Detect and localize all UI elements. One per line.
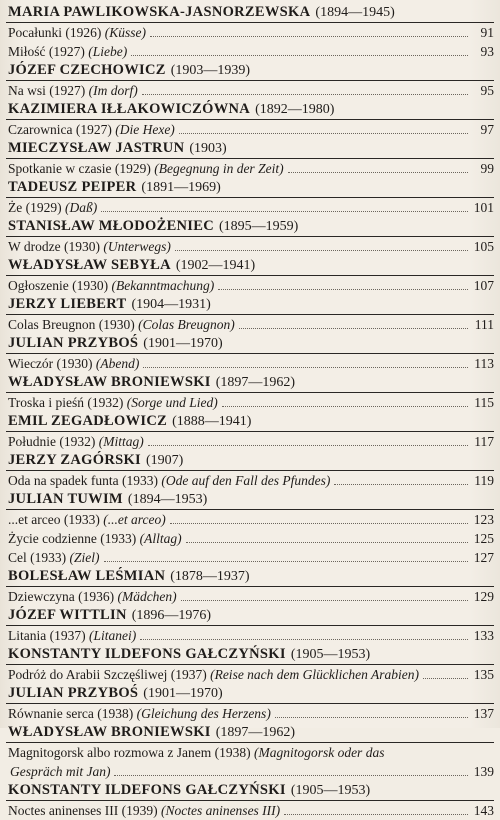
- page-number: 99: [480, 161, 494, 176]
- poem-title-german: (Mädchen): [117, 589, 177, 604]
- author-dates: (1888—1941): [172, 414, 252, 429]
- poem-title-german-continued: Gespräch mit Jan): [10, 764, 111, 779]
- dot-leader: [131, 55, 468, 56]
- poem-title-polish: Równanie serca (1938): [8, 706, 134, 721]
- page-number: 97: [480, 122, 494, 137]
- page-number: 137: [473, 706, 494, 721]
- toc-entry-line1: [8, 743, 494, 762]
- dot-leader: [275, 717, 468, 718]
- poem-title-german: (Reise nach dem Glücklichen Arabien): [210, 667, 420, 682]
- poem-title-german: (Daß): [64, 200, 98, 215]
- author-name: STANISŁAW MŁODOŻENIEC: [8, 218, 214, 234]
- dot-leader: [179, 133, 468, 134]
- poem-title-german: (Alltag): [139, 531, 182, 546]
- author-heading: [6, 412, 494, 432]
- poem-title: [8, 587, 177, 606]
- poem-title-polish: W drodze (1930): [8, 239, 100, 254]
- poem-title-german: (Bekanntmachung): [111, 278, 215, 293]
- toc-entry: [6, 432, 494, 451]
- author-name: KONSTANTY ILDEFONS GAŁCZYŃSKI: [8, 646, 286, 662]
- poem-title-polish: Podróż do Arabii Szczęśliwej (1937): [8, 667, 207, 682]
- toc-entry: [6, 801, 494, 820]
- poem-title: [8, 393, 218, 412]
- page-number: 127: [473, 550, 494, 565]
- poem-title-german: (Abend): [95, 356, 140, 371]
- poem-title-polish: Cel (1933): [8, 550, 67, 565]
- poem-title-german: (Noctes aninenses III): [160, 803, 281, 818]
- author-dates: (1901—1970): [143, 686, 223, 701]
- poem-title-german: (Liebe): [88, 44, 128, 59]
- poem-title-german: (...et arceo): [103, 512, 166, 527]
- dot-leader: [181, 600, 468, 601]
- dot-leader: [175, 250, 468, 251]
- toc-entry: [6, 743, 494, 781]
- poem-title: [8, 354, 139, 373]
- page-number: 135: [473, 667, 494, 682]
- author-name: WŁADYSŁAW BRONIEWSKI: [8, 724, 211, 740]
- author-dates: (1892—1980): [255, 102, 335, 117]
- page-number: 123: [473, 512, 494, 527]
- poem-title: [8, 159, 284, 178]
- author-dates: (1897—1962): [215, 725, 296, 740]
- toc-entry: [6, 354, 494, 373]
- author-name: JULIAN TUWIM: [8, 491, 123, 507]
- author-dates: (1901—1970): [143, 336, 223, 351]
- dot-leader: [104, 561, 469, 562]
- author-heading: [6, 3, 494, 23]
- dot-leader: [334, 484, 468, 485]
- poem-title-german: (Magnitogorsk oder das: [253, 745, 385, 760]
- poem-title: [8, 315, 235, 334]
- table-of-contents: [6, 3, 494, 820]
- toc-entry: [6, 81, 494, 100]
- poem-title-german: (Sorge und Lied): [126, 395, 218, 410]
- author-name: JULIAN PRZYBOŚ: [8, 335, 139, 351]
- toc-entry: [6, 23, 494, 42]
- toc-entry: [6, 315, 494, 334]
- page-number: 95: [480, 83, 494, 98]
- page-number: 115: [474, 395, 494, 410]
- poem-title-polish: Spotkanie w czasie (1929): [8, 161, 151, 176]
- author-heading: [6, 781, 494, 801]
- poem-title: [8, 529, 182, 548]
- poem-title: [8, 510, 166, 529]
- dot-leader: [150, 36, 468, 37]
- poem-title-polish: Dziewczyna (1936): [8, 589, 115, 604]
- poem-title-polish: Ogłoszenie (1930): [8, 278, 109, 293]
- author-name: JERZY ZAGÓRSKI: [8, 452, 141, 468]
- poem-title-german: (Ziel): [69, 550, 100, 565]
- toc-entry: [6, 548, 494, 567]
- poem-title-german: (Mittag): [98, 434, 144, 449]
- page-number: 125: [473, 531, 494, 546]
- poem-title-polish: Miłość (1927): [8, 44, 85, 59]
- poem-title: [8, 23, 146, 42]
- author-heading: [6, 451, 494, 471]
- page-number: 133: [473, 628, 494, 643]
- author-heading: [6, 567, 494, 587]
- toc-entry: [6, 510, 494, 529]
- dot-leader: [423, 678, 468, 679]
- page-number: 139: [473, 764, 494, 779]
- poem-title-german: (Colas Breugnon): [138, 317, 235, 332]
- dot-leader: [148, 445, 468, 446]
- author-dates: (1905—1953): [290, 647, 371, 662]
- author-name: KAZIMIERA IŁŁAKOWICZÓWNA: [8, 101, 251, 117]
- poem-title-german: (Begegnung in der Zeit): [154, 161, 284, 176]
- poem-title-polish: Południe (1932): [8, 434, 96, 449]
- poem-title-polish: Życie codzienne (1933): [8, 531, 137, 546]
- dot-leader: [142, 94, 468, 95]
- author-dates: (1895—1959): [219, 219, 299, 234]
- dot-leader: [170, 523, 468, 524]
- author-name: JÓZEF WITTLIN: [8, 607, 127, 623]
- poem-title: [8, 120, 175, 139]
- page-number: 107: [473, 278, 494, 293]
- author-dates: (1891—1969): [141, 180, 221, 195]
- dot-leader: [143, 367, 468, 368]
- poem-title: [8, 198, 97, 217]
- author-name: JERZY LIEBERT: [8, 296, 127, 312]
- poem-title-polish: Magnitogorsk albo rozmowa z Janem (1938): [8, 745, 251, 760]
- toc-entry: [6, 626, 494, 645]
- poem-title: [8, 704, 271, 723]
- author-heading: [6, 139, 494, 159]
- page-number: 111: [474, 317, 494, 332]
- page-number: 113: [474, 356, 494, 371]
- toc-entry: [6, 237, 494, 256]
- poem-title-polish: Że (1929): [8, 200, 62, 215]
- author-heading: [6, 256, 494, 276]
- author-dates: (1896—1976): [131, 608, 212, 623]
- page-number: 101: [473, 200, 494, 215]
- author-heading: [6, 178, 494, 198]
- author-dates: (1902—1941): [175, 258, 256, 273]
- author-heading: [6, 490, 494, 510]
- author-heading: [6, 723, 494, 743]
- author-heading: [6, 606, 494, 626]
- toc-entry: [6, 704, 494, 723]
- author-name: MARIA PAWLIKOWSKA-JASNORZEWSKA: [8, 4, 311, 20]
- poem-title: [8, 548, 100, 567]
- author-heading: [6, 295, 494, 315]
- poem-title: [8, 801, 280, 820]
- toc-entry: [6, 198, 494, 217]
- poem-title-german: (Gleichung des Herzens): [136, 706, 271, 721]
- author-dates: (1894—1945): [315, 5, 395, 20]
- dot-leader: [140, 639, 468, 640]
- author-dates: (1903): [189, 141, 227, 156]
- page-number: 105: [473, 239, 494, 254]
- author-heading: [6, 100, 494, 120]
- poem-title: [8, 432, 144, 451]
- poem-title: [8, 665, 419, 684]
- author-heading: [6, 217, 494, 237]
- poem-title-polish: Na wsi (1927): [8, 83, 86, 98]
- poem-title-german: (Unterwegs): [103, 239, 171, 254]
- author-heading: [6, 334, 494, 354]
- author-heading: [6, 61, 494, 81]
- author-dates: (1904—1931): [131, 297, 211, 312]
- page-number: 93: [480, 44, 494, 59]
- author-name: MIECZYSŁAW JASTRUN: [8, 140, 185, 156]
- page-number: 129: [473, 589, 494, 604]
- toc-entry: [6, 529, 494, 548]
- author-name: BOLESŁAW LEŚMIAN: [8, 568, 166, 584]
- dot-leader: [114, 775, 468, 776]
- poem-title-german: (Die Hexe): [115, 122, 175, 137]
- poem-title-polish: Oda na spadek funta (1933): [8, 473, 158, 488]
- author-name: EMIL ZEGADŁOWICZ: [8, 413, 168, 429]
- poem-title: [8, 276, 214, 295]
- page-number: 117: [474, 434, 494, 449]
- poem-title-polish: Noctes aninenses III (1939): [8, 803, 158, 818]
- author-name: WŁADYSŁAW BRONIEWSKI: [8, 374, 211, 390]
- author-dates: (1905—1953): [290, 783, 371, 798]
- poem-title: [8, 42, 127, 61]
- dot-leader: [186, 542, 468, 543]
- page-number: 91: [480, 25, 494, 40]
- poem-title-polish: Litania (1937): [8, 628, 86, 643]
- toc-entry: [6, 42, 494, 61]
- poem-title-german: (Litanei): [88, 628, 137, 643]
- author-dates: (1903—1939): [170, 63, 251, 78]
- toc-entry: [6, 587, 494, 606]
- poem-title-polish: Czarownica (1927): [8, 122, 112, 137]
- poem-title: [8, 471, 330, 490]
- author-dates: (1894—1953): [127, 492, 208, 507]
- poem-title-polish: Colas Breugnon (1930): [8, 317, 135, 332]
- author-name: KONSTANTY ILDEFONS GAŁCZYŃSKI: [8, 782, 286, 798]
- toc-entry: [6, 159, 494, 178]
- toc-entry: [6, 276, 494, 295]
- poem-title: [8, 81, 138, 100]
- dot-leader: [101, 211, 468, 212]
- dot-leader: [222, 406, 468, 407]
- poem-title: [8, 626, 136, 645]
- author-heading: [6, 373, 494, 393]
- author-name: WŁADYSŁAW SEBYŁA: [8, 257, 171, 273]
- page-number: 119: [474, 473, 494, 488]
- author-name: TADEUSZ PEIPER: [8, 179, 137, 195]
- author-heading: [6, 684, 494, 704]
- poem-title-german: (Küsse): [104, 25, 146, 40]
- toc-entry-line2: [8, 762, 494, 781]
- poem-title-german: (Im dorf): [88, 83, 138, 98]
- poem-title-polish: Troska i pieśń (1932): [8, 395, 124, 410]
- toc-entry: [6, 665, 494, 684]
- author-heading: [6, 645, 494, 665]
- poem-title-polish: ...et arceo (1933): [8, 512, 100, 527]
- dot-leader: [239, 328, 468, 329]
- poem-title-polish: Pocałunki (1926): [8, 25, 102, 40]
- poem-title-polish: Wieczór (1930): [8, 356, 93, 371]
- toc-entry: [6, 393, 494, 412]
- poem-title-german: (Ode auf den Fall des Pfundes): [161, 473, 331, 488]
- author-name: JÓZEF CZECHOWICZ: [8, 62, 166, 78]
- toc-entry: [6, 120, 494, 139]
- toc-entry: [6, 471, 494, 490]
- author-dates: (1878—1937): [170, 569, 250, 584]
- author-dates: (1907): [145, 453, 184, 468]
- author-dates: (1897—1962): [215, 375, 296, 390]
- page-number: 143: [473, 803, 494, 818]
- poem-title: [8, 237, 171, 256]
- dot-leader: [218, 289, 468, 290]
- dot-leader: [284, 814, 468, 815]
- author-name: JULIAN PRZYBOŚ: [8, 685, 139, 701]
- dot-leader: [288, 172, 468, 173]
